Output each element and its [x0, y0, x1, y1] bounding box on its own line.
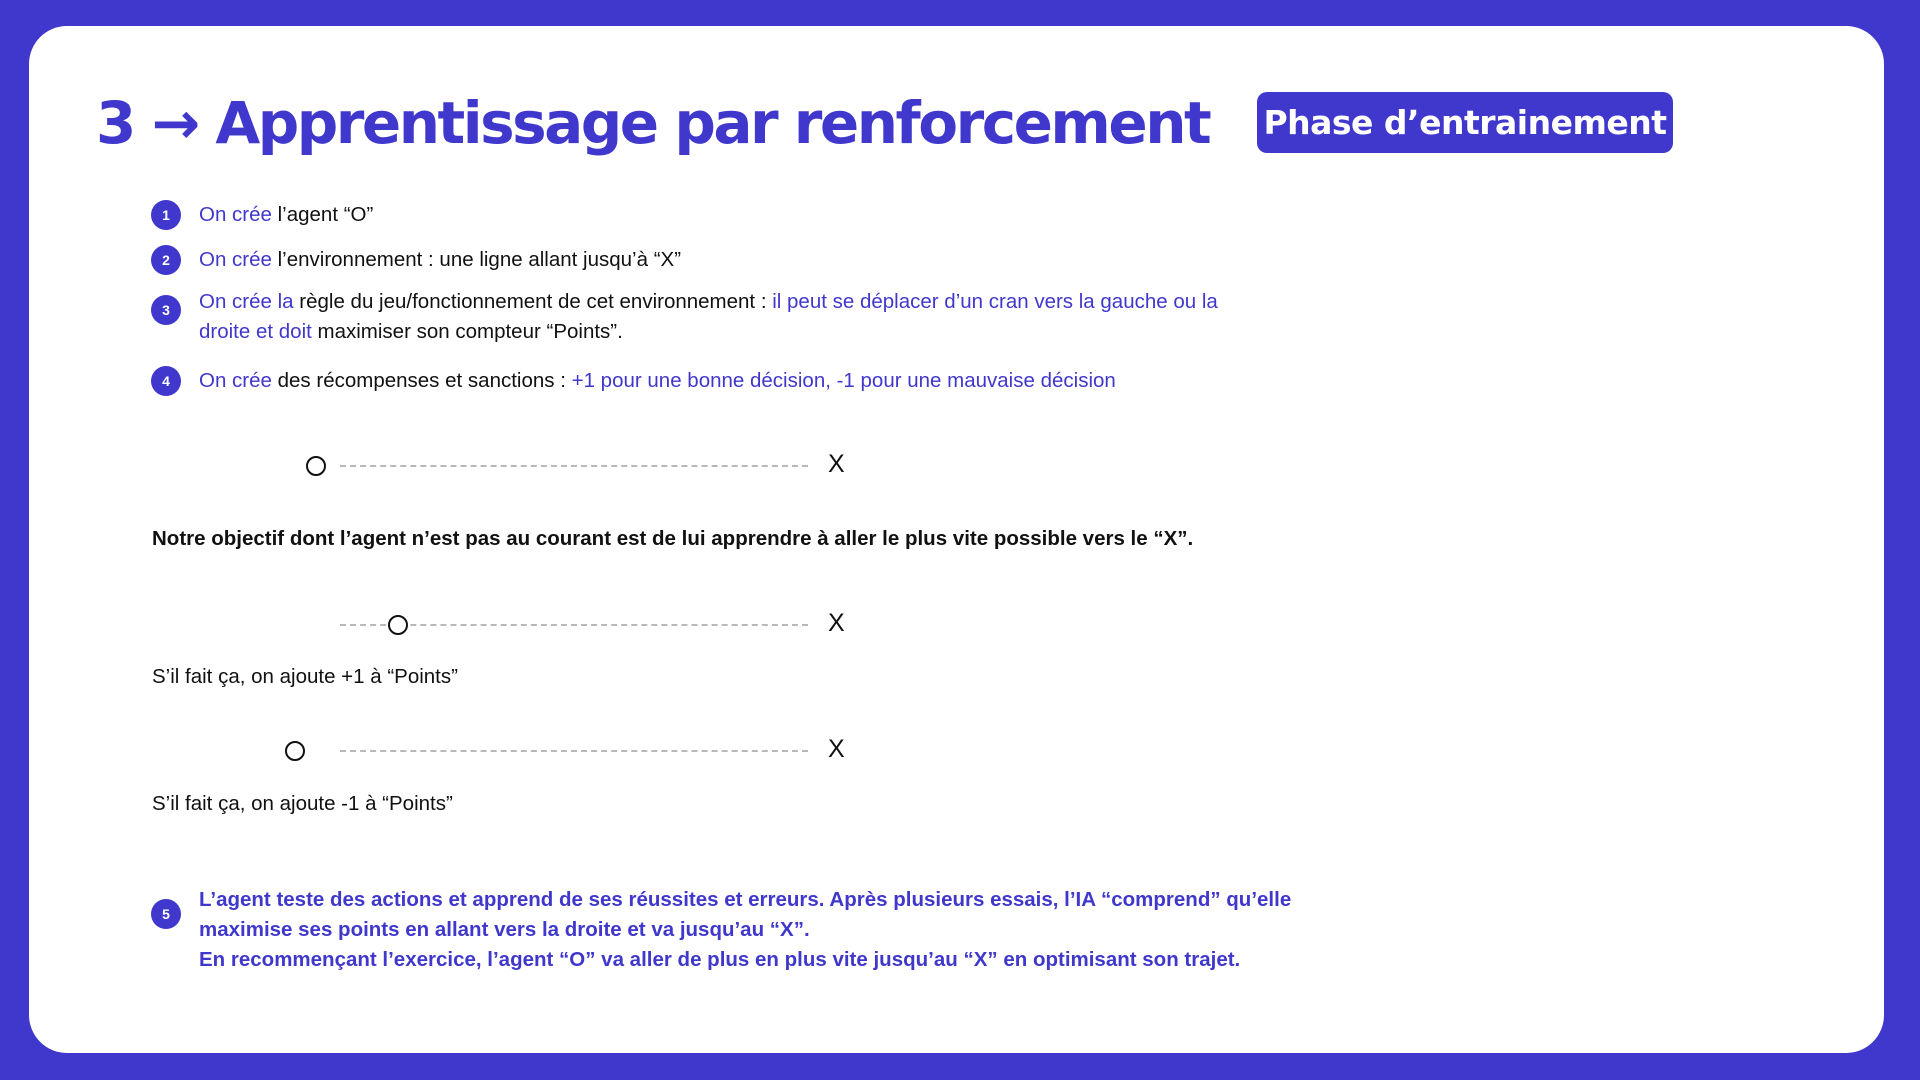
step-number-badge: 5 — [151, 899, 181, 929]
environment-line — [340, 624, 808, 626]
step-text-line-1 — [199, 287, 1218, 317]
step-number-badge: 2 — [151, 245, 181, 275]
step-body: l’environnement : une ligne allant jusqu’à “X” — [271, 248, 682, 271]
step-lead: On crée — [199, 369, 272, 392]
agent-o-marker — [285, 741, 305, 761]
target-x-marker: X — [828, 735, 845, 763]
step-text — [199, 366, 1116, 396]
phase-badge: Phase d’entrainement — [1257, 92, 1673, 153]
step-number-badge: 4 — [151, 366, 181, 396]
step-rewards: +1 pour une bonne décision, -1 pour une mauvaise décision — [571, 369, 1116, 392]
step-lead: On crée — [199, 203, 272, 226]
step-rule: il peut se déplacer d’un cran vers la gauche ou la — [772, 290, 1218, 313]
target-x-marker: X — [828, 609, 845, 637]
step5-line-3: En recommençant l’exercice, l’agent “O” va aller de plus en plus vite jusqu’au “X” en optimisant son trajet. — [199, 948, 1241, 971]
step-number-badge: 3 — [151, 295, 181, 325]
step-number-badge: 1 — [151, 200, 181, 230]
step-rule-cont: droite et doit — [199, 320, 312, 343]
environment-line — [340, 465, 808, 467]
step-body: règle du jeu/fonctionnement de cet environnement : — [293, 290, 773, 313]
caption-minus-one: S’il fait ça, on ajoute -1 à “Points” — [152, 792, 453, 815]
objective-text: Notre objectif dont l’agent n’est pas au courant est de lui apprendre à aller le plus vite possible vers le “X”. — [152, 527, 1194, 550]
step-text — [199, 200, 373, 230]
step-body: des récompenses et sanctions : — [271, 369, 572, 392]
step5-line-1: L’agent teste des actions et apprend de ses réussites et erreurs. Après plusieurs essais, l’IA “comprend” qu’elle — [199, 888, 1292, 911]
step5-line-2: maximise ses points en allant vers la droite et va jusqu’au “X”. — [199, 918, 810, 941]
step-text-line-2 — [199, 317, 623, 347]
slide-title: 3 → Apprentissage par renforcement — [96, 89, 1210, 157]
step-lead: On crée — [199, 248, 272, 271]
step-body-cont: maximiser son compteur “Points”. — [311, 320, 623, 343]
agent-o-marker — [306, 456, 326, 476]
step-body: l’agent “O” — [271, 203, 374, 226]
target-x-marker: X — [828, 450, 845, 478]
agent-o-marker — [388, 615, 408, 635]
environment-line — [340, 750, 808, 752]
step-lead: On crée la — [199, 290, 294, 313]
step-text — [199, 245, 681, 275]
caption-plus-one: S’il fait ça, on ajoute +1 à “Points” — [152, 665, 458, 688]
